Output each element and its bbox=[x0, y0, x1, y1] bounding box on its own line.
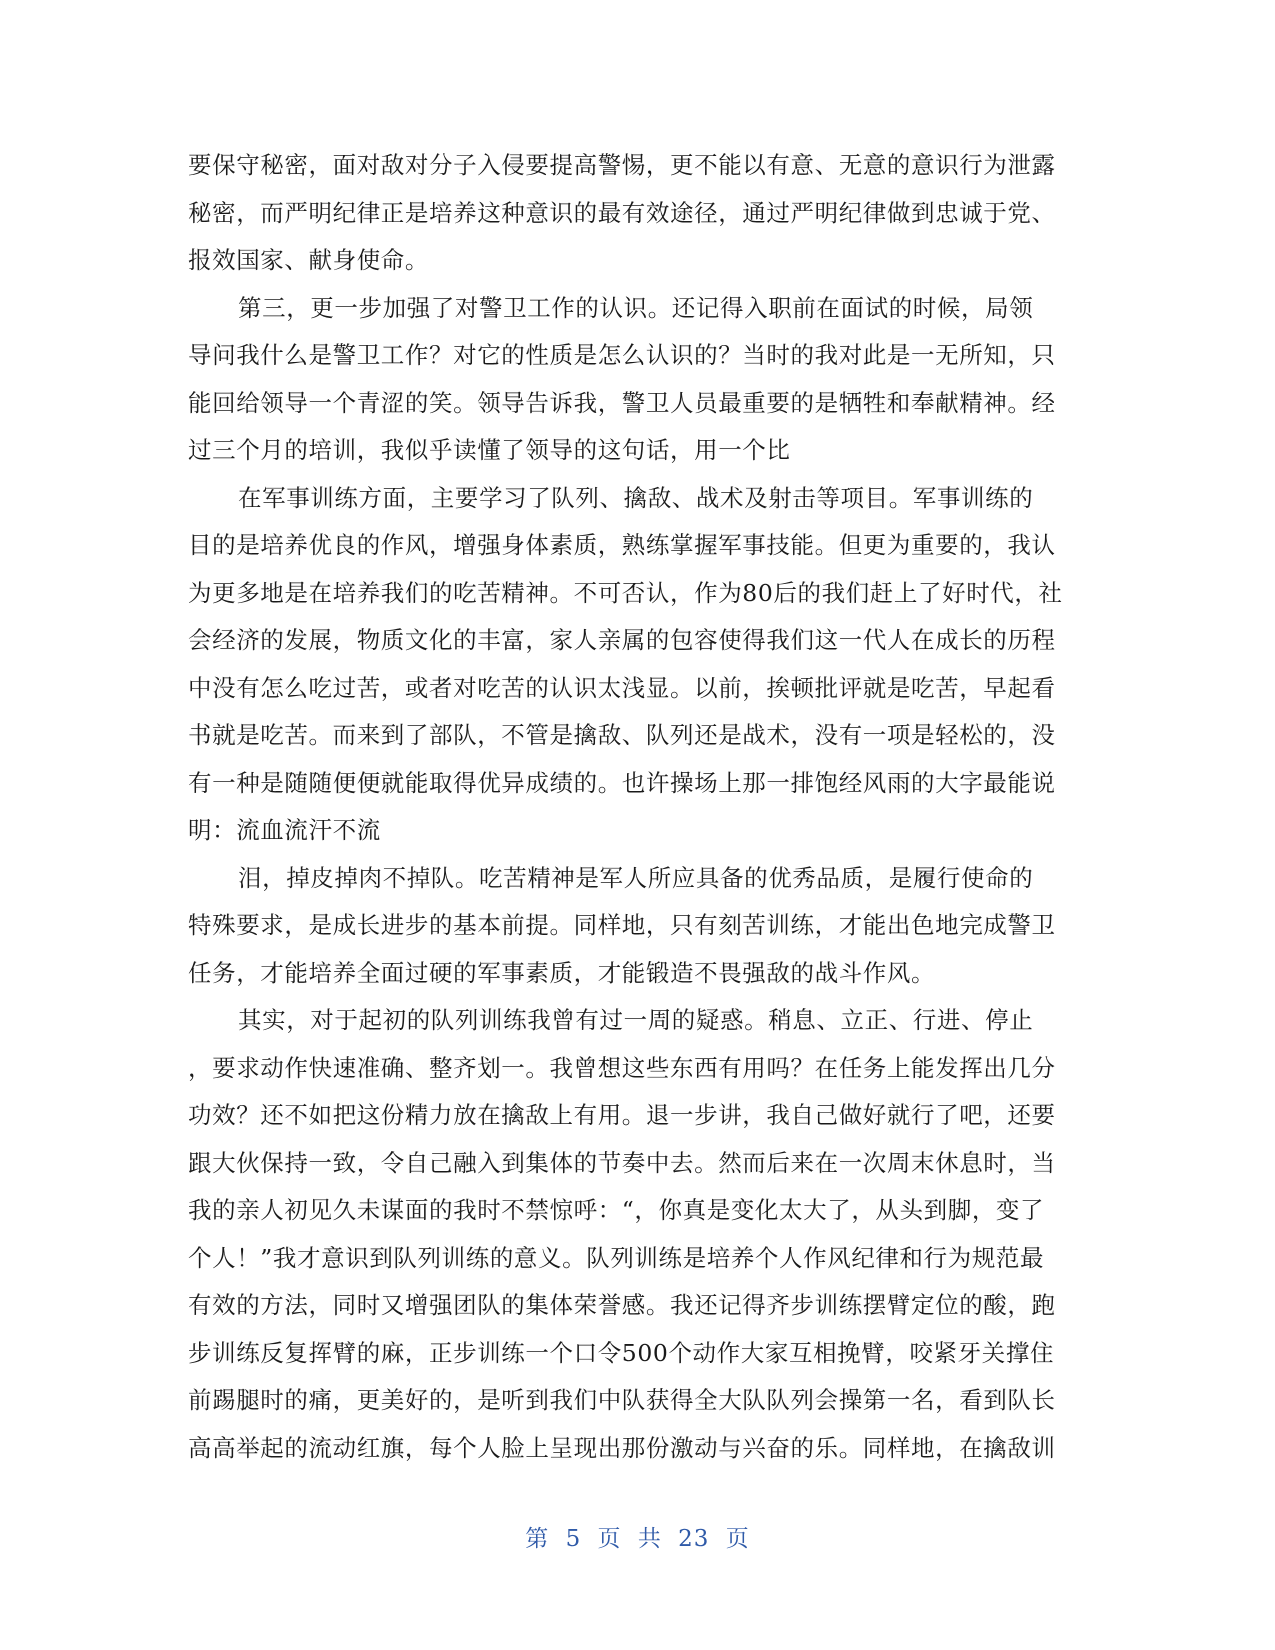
text-line: 过三个月的培训，我似乎读懂了领导的这句话，用一个比 bbox=[188, 436, 791, 464]
text-line: 中没有怎么吃过苦，或者对吃苦的认识太浅显。以前，挨顿批评就是吃苦，早起看 bbox=[188, 673, 1056, 702]
text-line: 能回给领导一个青涩的笑。领导告诉我，警卫人员最重要的是牺牲和奉献精神。经 bbox=[188, 388, 1056, 417]
text-line: 特殊要求，是成长进步的基本前提。同样地，只有刻苦训练，才能出色地完成警卫 bbox=[188, 911, 1056, 939]
page-footer bbox=[0, 1520, 1275, 1553]
footer-label-gong: 共 bbox=[637, 1526, 662, 1552]
text-line: 其实，对于起初的队列训练我曾有过一周的疑惑。稍息、立正、行进、停止 bbox=[238, 1006, 1034, 1034]
text-line: 高高举起的流动红旗，每个人脸上呈现出那份激动与兴奋的乐。同样地，在擒敌训 bbox=[188, 1433, 1056, 1462]
text-line: 前踢腿时的痛，更美好的，是听到我们中队获得全大队队列会操第一名，看到队长 bbox=[188, 1386, 1056, 1414]
text-line: 有效的方法，同时又增强团队的集体荣誉感。我还记得齐步训练摆臂定位的酸，跑 bbox=[188, 1291, 1056, 1319]
total-page-count: 23 bbox=[678, 1526, 710, 1552]
text-line: 步训练反复挥臂的麻，正步训练一个口令500个动作大家互相挽臂，咬紧牙关撑住 bbox=[188, 1338, 1055, 1367]
text-line: 任务，才能培养全面过硬的军事素质，才能锻造不畏强敌的战斗作风。 bbox=[188, 958, 936, 987]
text-line: 泪，掉皮掉肉不掉队。吃苦精神是军人所应具备的优秀品质，是履行使命的 bbox=[238, 863, 1034, 892]
text-line: 导问我什么是警卫工作？对它的性质是怎么认识的？当时的我对此是一无所知，只 bbox=[188, 341, 1056, 369]
text-line: 在军事训练方面，主要学习了队列、擒敌、战术及射击等项目。军事训练的 bbox=[238, 483, 1034, 512]
text-line: 我的亲人初见久未谋面的我时不禁惊呼：“，你真是变化太大了，从头到脚，变了 bbox=[188, 1196, 1045, 1224]
text-line: 明：流血流汗不流 bbox=[188, 816, 381, 844]
text-line: 要保守秘密，面对敌对分子入侵要提高警惕，更不能以有意、无意的意识行为泄露 bbox=[188, 151, 1056, 179]
text-line: 书就是吃苦。而来到了部队，不管是擒敌、队列还是战术，没有一项是轻松的，没 bbox=[188, 721, 1056, 749]
text-line: 个人！”我才意识到队列训练的意义。队列训练是培养个人作风纪律和行为规范最 bbox=[188, 1243, 1045, 1272]
text-line: 目的是培养优良的作风，增强身体素质，熟练掌握军事技能。但更为重要的，我认 bbox=[188, 531, 1056, 559]
text-line: 功效？还不如把这份精力放在擒敌上有用。退一步讲，我自己做好就行了吧，还要 bbox=[188, 1101, 1056, 1129]
text-line: 有一种是随随便便就能取得优异成绩的。也许操场上那一排饱经风雨的大字最能说 bbox=[188, 768, 1056, 797]
text-line: 会经济的发展，物质文化的丰富，家人亲属的包容使得我们这一代人在成长的历程 bbox=[188, 626, 1056, 654]
text-line: 第三，更一步加强了对警卫工作的认识。还记得入职前在面试的时候，局领 bbox=[238, 293, 1034, 322]
footer-label-di: 第 bbox=[525, 1526, 550, 1552]
document-body bbox=[188, 142, 1083, 1472]
text-line: ，要求动作快速准确、整齐划一。我曾想这些东西有用吗？在任务上能发挥出几分 bbox=[188, 1053, 1056, 1082]
text-line: 秘密，而严明纪律正是培养这种意识的最有效途径，通过严明纪律做到忠诚于党、 bbox=[188, 198, 1056, 227]
current-page-number: 5 bbox=[565, 1526, 582, 1552]
text-line: 为更多地是在培养我们的吃苦精神。不可否认，作为80后的我们赶上了好时代，社 bbox=[188, 578, 1063, 607]
text-line: 报效国家、献身使命。 bbox=[188, 246, 429, 274]
text-line: 跟大伙保持一致，令自己融入到集体的节奏中去。然而后来在一次周末休息时，当 bbox=[188, 1148, 1056, 1177]
footer-label-ye-2: 页 bbox=[725, 1526, 750, 1552]
footer-label-ye: 页 bbox=[597, 1526, 622, 1552]
